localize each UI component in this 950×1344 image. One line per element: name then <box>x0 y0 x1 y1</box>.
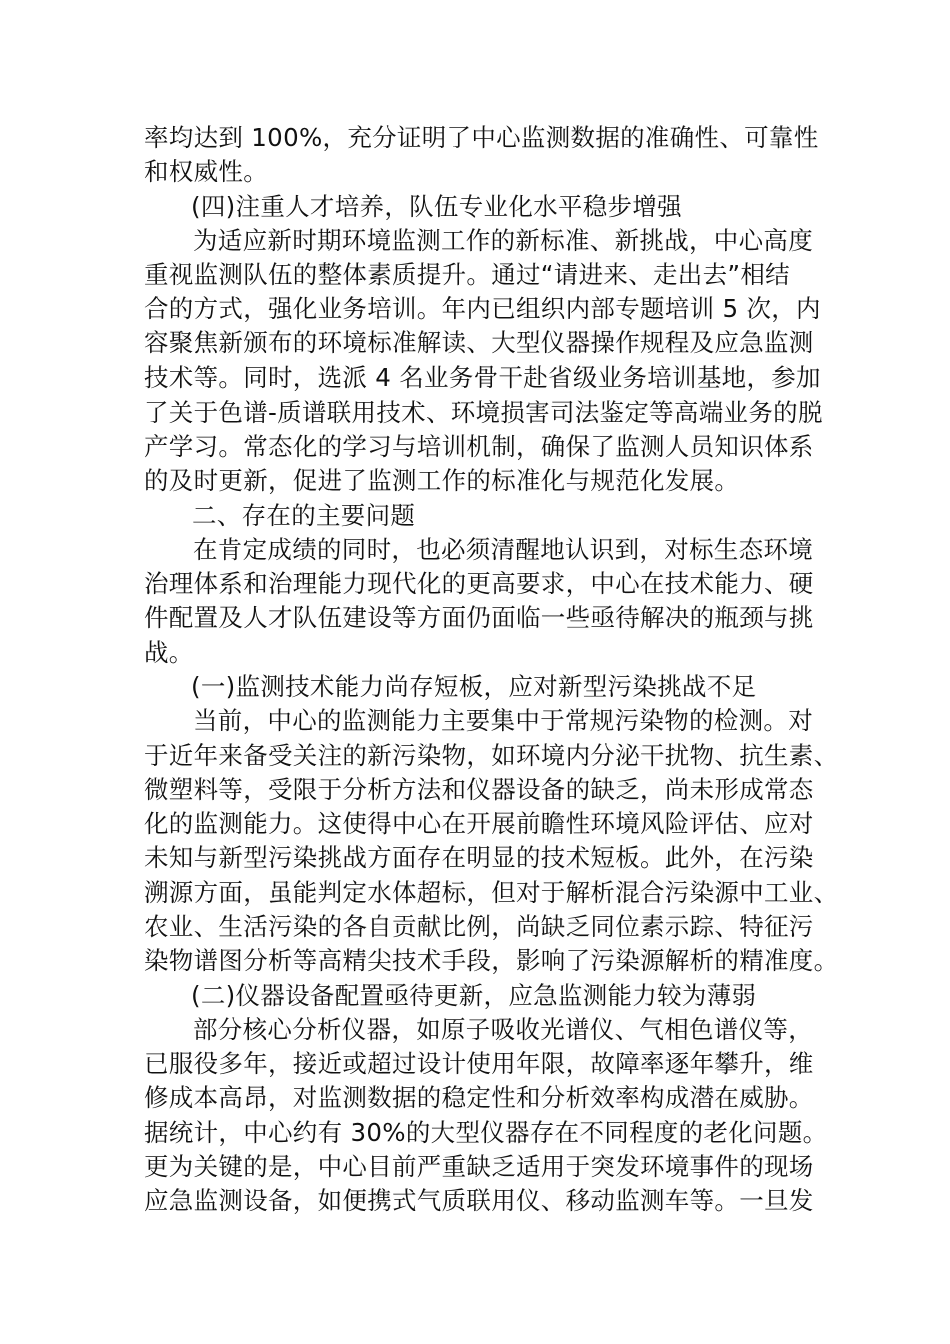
section-heading: (二)仪器设备配置亟待更新，应急监测能力较为薄弱 <box>191 981 757 1010</box>
text-line: 于近年来备受关注的新污染物，如环境内分泌干扰物、抗生素、 <box>144 741 839 770</box>
section-heading: 二、存在的主要问题 <box>192 501 416 530</box>
text-line: 在肯定成绩的同时，也必须清醒地认识到，对标生态环境 <box>193 535 813 564</box>
text-line: 已服役多年，接近或超过设计使用年限，故障率逐年攀升，维 <box>144 1049 814 1078</box>
text-line: 修成本高昂，对监测数据的稳定性和分析效率构成潜在威胁。 <box>144 1083 814 1112</box>
text-line: 合的方式，强化业务培训。年内已组织内部专题培训 5 次，内 <box>144 294 821 323</box>
text-line: 溯源方面，虽能判定水体超标，但对于解析混合污染源中工业、 <box>144 878 839 907</box>
text-line: 和权威性。 <box>144 157 268 186</box>
text-line: 化的监测能力。这使得中心在开展前瞻性环境风险评估、应对 <box>144 809 814 838</box>
text-line: 治理体系和治理能力现代化的更高要求，中心在技术能力、硬 <box>144 569 814 598</box>
text-line: 的及时更新，促进了监测工作的标准化与规范化发展。 <box>144 466 740 495</box>
text-line: 了关于色谱-质谱联用技术、环境损害司法鉴定等高端业务的脱 <box>144 398 823 427</box>
text-line: 件配置及人才队伍建设等方面仍面临一些亟待解决的瓶颈与挑 <box>144 603 814 632</box>
text-line: 产学习。常态化的学习与培训机制，确保了监测人员知识体系 <box>144 432 814 461</box>
text-line: 战。 <box>144 638 194 667</box>
text-line: 据统计，中心约有 30%的大型仪器存在不同程度的老化问题。 <box>144 1118 828 1147</box>
text-line: 率均达到 100%，充分证明了中心监测数据的准确性、可靠性 <box>144 123 819 152</box>
text-line: 重视监测队伍的整体素质提升。通过“请进来、走出去”相结 <box>144 260 790 289</box>
text-line: 容聚焦新颁布的环境标准解读、大型仪器操作规程及应急监测 <box>144 328 814 357</box>
text-line: 技术等。同时，选派 4 名业务骨干赴省级业务培训基地，参加 <box>144 363 821 392</box>
text-line: 微塑料等，受限于分析方法和仪器设备的缺乏，尚未形成常态 <box>144 775 814 804</box>
section-heading: (一)监测技术能力尚存短板，应对新型污染挑战不足 <box>191 672 757 701</box>
text-line: 部分核心分析仪器，如原子吸收光谱仪、气相色谱仪等， <box>193 1015 813 1044</box>
text-line: 更为关键的是，中心目前严重缺乏适用于突发环境事件的现场 <box>144 1152 814 1181</box>
text-line: 为适应新时期环境监测工作的新标准、新挑战，中心高度 <box>193 226 813 255</box>
text-line: 当前，中心的监测能力主要集中于常规污染物的检测。对 <box>193 706 813 735</box>
section-heading: (四)注重人才培养，队伍专业化水平稳步增强 <box>191 192 682 221</box>
text-line: 应急监测设备，如便携式气质联用仪、移动监测车等。一旦发 <box>144 1186 814 1215</box>
text-line: 农业、生活污染的各自贡献比例，尚缺乏同位素示踪、特征污 <box>144 912 814 941</box>
text-line: 染物谱图分析等高精尖技术手段，影响了污染源解析的精准度。 <box>144 946 839 975</box>
text-line: 未知与新型污染挑战方面存在明显的技术短板。此外，在污染 <box>144 843 814 872</box>
